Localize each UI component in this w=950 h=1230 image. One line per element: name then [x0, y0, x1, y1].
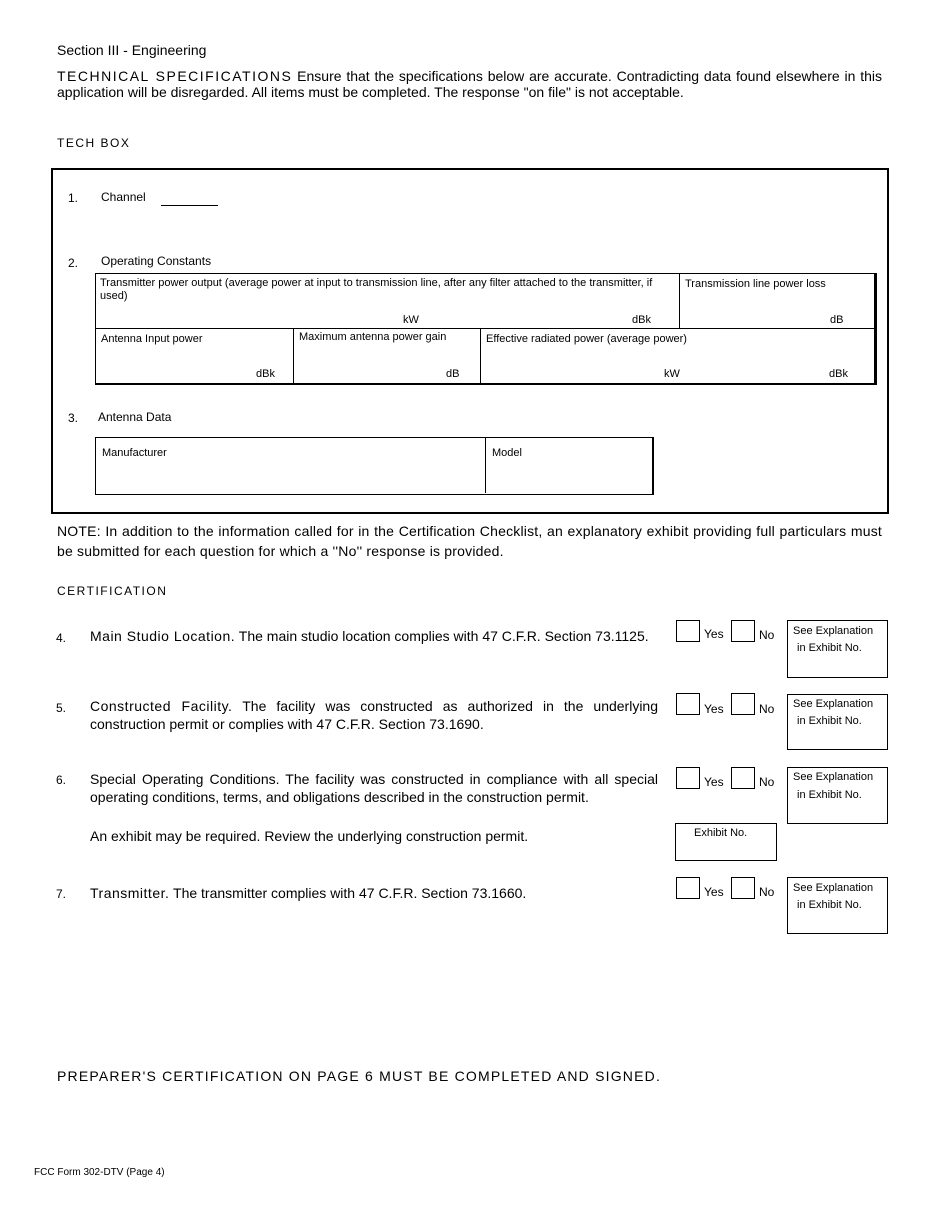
erp-label: Effective radiated power (average power)	[486, 333, 687, 345]
certification-title: CERTIFICATION	[57, 584, 168, 598]
item-7-yes-checkbox[interactable]	[676, 877, 700, 899]
item-7-explanation-line2: in Exhibit No.	[797, 899, 862, 911]
note-text: NOTE: In addition to the information called for in the Certification Checklist, an explanatory exhibit providing full particulars must be submitted for each question for which a ''No'' response is provided.	[57, 523, 882, 559]
erp-unit-kw: kW	[664, 368, 680, 380]
item-5-yes-label: Yes	[704, 702, 724, 716]
item-6-text	[90, 770, 658, 806]
preparer-notice: PREPARER'S CERTIFICATION ON PAGE 6 MUST BE COMPLETED AND SIGNED.	[57, 1068, 662, 1084]
item-4-no-checkbox[interactable]	[731, 620, 755, 642]
erp-unit-dbk: dBk	[829, 368, 848, 380]
item-4-yes-checkbox[interactable]	[676, 620, 700, 642]
item-6-title: Special Operating Conditions.	[90, 771, 280, 787]
antenna-input-label: Antenna Input power	[101, 333, 203, 345]
operating-constants-label: Operating Constants	[101, 254, 212, 268]
item-5-explanation-line2: in Exhibit No.	[797, 715, 862, 727]
line-loss-cell[interactable]	[680, 274, 876, 329]
tech-box-title: TECH BOX	[57, 136, 131, 150]
item-5-number: 5.	[56, 701, 67, 715]
line-loss-label: Transmission line power loss	[685, 278, 826, 290]
item-7-number: 7.	[56, 887, 67, 901]
item-7-body: The transmitter complies with 47 C.F.R. Section 73.1660.	[173, 885, 527, 901]
item-4-body: The main studio location complies with 47 C.F.R. Section 73.1125.	[238, 628, 649, 644]
item-6-explanation-box[interactable]	[787, 767, 888, 824]
antenna-data-table	[95, 437, 654, 495]
model-cell[interactable]	[486, 438, 651, 493]
item-4-number: 4.	[56, 631, 67, 645]
antenna-input-unit: dBk	[256, 368, 275, 380]
item-6-number: 6.	[56, 773, 67, 787]
item-6-no-checkbox[interactable]	[731, 767, 755, 789]
operating-constants-table	[95, 273, 877, 385]
item-5-explanation-box[interactable]	[787, 694, 888, 750]
item-3-number: 3.	[68, 411, 79, 425]
item-7-explanation-box[interactable]	[787, 877, 888, 934]
antenna-data-label: Antenna Data	[98, 410, 172, 424]
manufacturer-label: Manufacturer	[102, 447, 167, 459]
item-6-no-label: No	[759, 775, 775, 789]
item-4-title: Main Studio Location.	[90, 628, 236, 644]
line-loss-unit: dB	[830, 314, 844, 326]
antenna-input-cell[interactable]	[96, 329, 294, 384]
tech-spec-heading: TECHNICAL SPECIFICATIONS	[57, 68, 293, 84]
item-7-yes-label: Yes	[704, 885, 724, 899]
item-6-body: The facility was constructed in compliance with all special operating conditions, terms, and obligations described in the construction permit.	[90, 771, 658, 805]
item-6-explanation-line1: See Explanation	[793, 771, 874, 783]
item-6-explanation-line2: in Exhibit No.	[797, 789, 862, 801]
item-6-extra-text: An exhibit may be required. Review the underlying construction permit.	[90, 828, 529, 844]
model-label: Model	[492, 447, 522, 459]
item-5-title: Constructed Facility.	[90, 698, 233, 714]
item-7-text	[90, 884, 526, 902]
max-gain-label: Maximum antenna power gain	[299, 331, 447, 343]
item-6-exhibit-label: Exhibit No.	[694, 827, 748, 839]
item-4-yes-label: Yes	[704, 627, 724, 641]
item-4-explanation-line1: See Explanation	[793, 625, 874, 637]
manufacturer-cell[interactable]	[96, 438, 486, 493]
item-4-no-label: No	[759, 628, 775, 642]
item-5-no-checkbox[interactable]	[731, 693, 755, 715]
item-5-no-label: No	[759, 702, 775, 716]
item-4-explanation-box[interactable]	[787, 620, 888, 678]
item-7-title: Transmitter.	[90, 885, 170, 901]
tx-power-cell[interactable]	[96, 274, 680, 329]
tech-spec-paragraph	[57, 68, 882, 100]
item-5-explanation-line1: See Explanation	[793, 698, 874, 710]
tech-spec-text: Ensure that the specifications below are accurate. Contradicting data found elsewhere in this application will be disregarded. All items must be completed. The response "on file" is not acceptable.	[57, 68, 883, 100]
form-footer: FCC Form 302-DTV (Page 4)	[34, 1167, 165, 1178]
channel-label: Channel	[101, 190, 146, 204]
item-4-text	[90, 627, 655, 645]
channel-field[interactable]	[161, 190, 218, 206]
item-2-number: 2.	[68, 256, 79, 270]
max-gain-cell[interactable]	[294, 329, 481, 384]
item-7-no-label: No	[759, 885, 775, 899]
item-5-yes-checkbox[interactable]	[676, 693, 700, 715]
item-7-no-checkbox[interactable]	[731, 877, 755, 899]
erp-cell[interactable]	[481, 329, 876, 384]
tx-power-unit-dbk: dBk	[632, 314, 651, 326]
item-5-body: The facility was constructed as authorized in the underlying construction permit or complies with 47 C.F.R. Section 73.1690.	[90, 698, 659, 732]
max-gain-unit: dB	[446, 368, 460, 380]
item-6-yes-checkbox[interactable]	[676, 767, 700, 789]
tx-power-label: Transmitter power output (average power at input to transmission line, after any filter attached to the transmitter, if used)	[100, 277, 653, 302]
section-title: Section III - Engineering	[57, 42, 207, 58]
item-5-text	[90, 697, 658, 733]
tx-power-unit-kw: kW	[403, 314, 419, 326]
item-6-exhibit-box[interactable]	[675, 823, 777, 861]
item-6-yes-label: Yes	[704, 775, 724, 789]
item-7-explanation-line1: See Explanation	[793, 882, 874, 894]
item-4-explanation-line2: in Exhibit No.	[797, 642, 862, 654]
item-1-number: 1.	[68, 191, 79, 205]
